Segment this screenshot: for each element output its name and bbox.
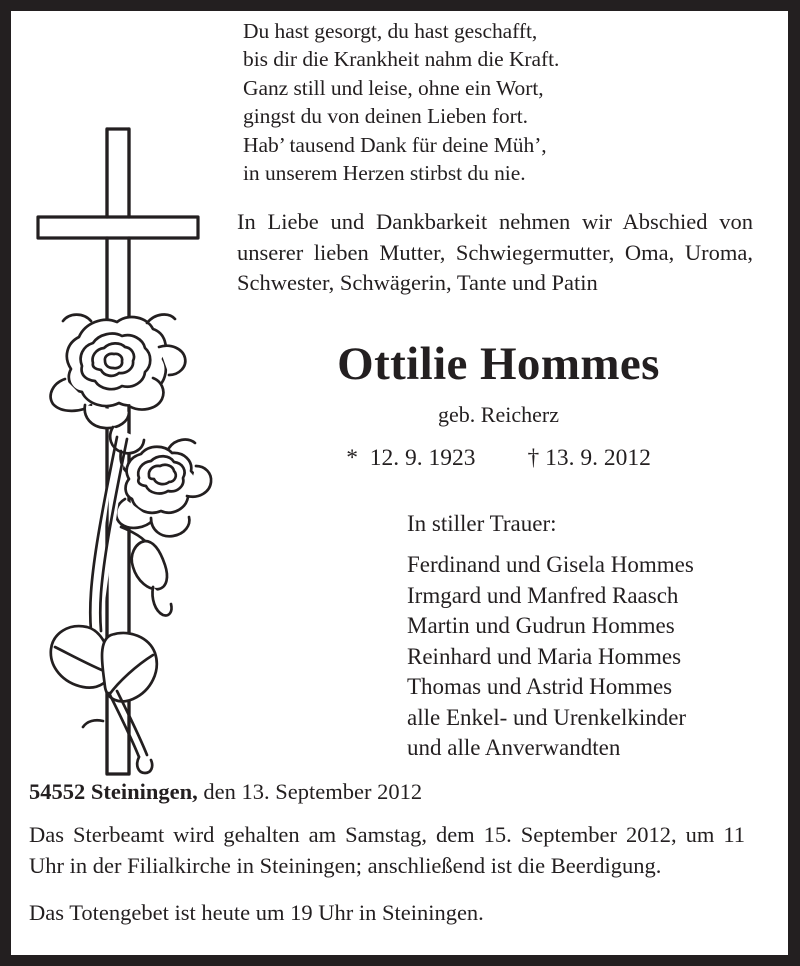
list-item: Thomas und Astrid Hommes — [407, 674, 673, 699]
farewell-intro-text: In Liebe und Dankbarkeit nehmen wir Abschied von unserer lieben Mutter, Schwiegermutter, Oma, Uroma, Schwester, Schwägerin, Tante und Patin — [237, 209, 753, 296]
deceased-dates — [226, 443, 771, 473]
poem-line: Hab’ tausend Dank für deine Müh’, — [243, 132, 547, 157]
list-item: Ferdinand und Gisela Hommes — [407, 552, 694, 577]
mourners-block — [407, 509, 788, 764]
deceased-name: Ottilie Hommes — [337, 338, 660, 390]
place-name: 54552 Steiningen, — [29, 779, 198, 804]
obituary-card-inner — [11, 11, 788, 955]
notice-date: den 13. September 2012 — [197, 779, 423, 804]
list-item: und alle Anverwandten — [407, 735, 621, 760]
poem-line: Du hast gesorgt, du hast geschafft, — [243, 19, 538, 43]
deceased-maiden-name: geb. Reicherz — [438, 402, 559, 427]
death-date: 13. 9. 2012 — [545, 445, 651, 471]
funeral-service-notice: Das Sterbeamt wird gehalten am Samstag, dem 15. September 2012, um 11 Uhr in der Filialkirche in Steiningen; anschließend ist die Beerdigung. — [29, 822, 745, 878]
list-item: Martin und Gudrun Hommes — [407, 613, 675, 638]
birth-star-icon: * — [346, 445, 358, 471]
list-item: alle Enkel- und Urenkelkinder — [407, 704, 687, 730]
poem-line: gingst du von deinen Lieben fort. — [243, 104, 528, 129]
footer-block — [29, 777, 767, 928]
poem-line: bis dir die Krankheit nahm die Kraft. — [243, 47, 560, 72]
cross-with-roses-icon — [25, 107, 225, 777]
deceased-block — [226, 336, 771, 473]
place-and-date-line — [29, 777, 767, 807]
birth-date: 12. 9. 1923 — [369, 445, 476, 471]
list-item: Irmgard und Manfred Raasch — [407, 582, 679, 608]
prayer-notice: Das Totengebet ist heute um 19 Uhr in Steiningen. — [29, 900, 484, 925]
mourners-list — [407, 550, 788, 764]
list-item: Reinhard und Maria Hommes — [407, 643, 682, 669]
poem-line: in unserem Herzen stirbst du nie. — [243, 161, 526, 186]
death-cross-icon: † — [527, 445, 540, 471]
poem-line: Ganz still und leise, ohne ein Wort, — [243, 75, 544, 100]
memorial-poem — [243, 11, 778, 187]
text-column — [237, 11, 778, 760]
mourning-heading: In stiller Trauer: — [407, 511, 557, 536]
